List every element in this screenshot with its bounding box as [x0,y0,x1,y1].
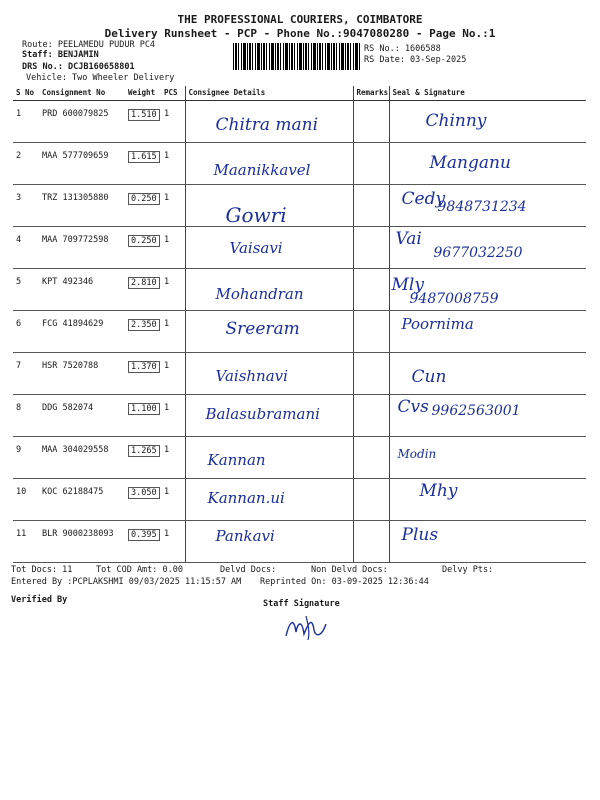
row-consignment: PRD 600079825 [39,101,125,143]
row-sno: 11 [13,521,39,563]
col-seal: Seal & Signature [389,86,586,101]
seal-signature: Chinny [425,111,487,131]
seal-signature: Plus [401,525,439,545]
row-sno: 4 [13,227,39,269]
row-sno: 8 [13,395,39,437]
row-consignment: DDG 582074 [39,395,125,437]
table-header-row [13,86,586,101]
consignee-signature: Vaishnavi [215,367,288,385]
row-sno: 10 [13,479,39,521]
consignee-phone: 9677032250 [433,245,523,261]
consignee-signature: Kannan.ui [207,489,285,507]
barcode [233,43,360,70]
delivery-points: Delvy Pts: [442,565,494,575]
row-consignment: MAA 709772598 [39,227,125,269]
row-pcs: 1 [161,353,185,395]
row-sno: 9 [13,437,39,479]
row-pcs: 1 [161,227,185,269]
row-sno: 6 [13,311,39,353]
row-sno: 5 [13,269,39,311]
row-pcs: 1 [161,269,185,311]
row-pcs: 1 [161,143,185,185]
seal-signature: Cedy [401,189,446,209]
consignee-signature: Maanikkavel [213,161,311,179]
col-weight: Weight [125,86,161,101]
table-row [13,269,586,311]
table-row [13,227,586,269]
col-pcs: PCS [161,86,185,101]
row-consignment: KOC 62188475 [39,479,125,521]
row-weight: 0.250 [128,235,160,247]
row-sno: 2 [13,143,39,185]
reprinted-on: Reprinted On: 03-09-2025 12:36:44 [260,577,429,587]
row-weight: 0.250 [128,193,160,205]
table-row [13,101,586,143]
non-delivered-docs: Non Delvd Docs: [311,565,388,575]
row-weight: 1.615 [128,151,160,163]
table-row [13,311,586,353]
row-pcs: 1 [161,437,185,479]
seal-signature: Cvs [397,397,429,417]
verified-by: Verified By [11,595,68,605]
table-row [13,521,586,563]
row-consignment: FCG 41894629 [39,311,125,353]
table-row [13,437,586,479]
route-text: Route: PEELAMEDU PUDUR PC4 [22,40,156,50]
row-consignment: HSR 7520788 [39,353,125,395]
row-weight: 3.050 [128,487,160,499]
row-pcs: 1 [161,185,185,227]
seal-signature: Poornima [401,315,474,333]
row-pcs: 1 [161,479,185,521]
row-weight: 2.350 [128,319,160,331]
table-row [13,185,586,227]
row-weight: 1.510 [128,109,160,121]
consignee-signature: Gowri [225,203,287,227]
company-title: THE PROFESSIONAL COURIERS, COIMBATORE [177,13,423,26]
row-sno: 7 [13,353,39,395]
row-consignment: BLR 9000238093 [39,521,125,563]
delivered-docs: Delvd Docs: [220,565,277,575]
runsheet-table [13,86,586,563]
row-pcs: 1 [161,521,185,563]
row-pcs: 1 [161,311,185,353]
row-weight: 1.265 [128,445,160,457]
row-sno: 1 [13,101,39,143]
row-consignment: KPT 492346 [39,269,125,311]
drs-number: DRS No.: DCJB160658801 [22,62,135,72]
consignee-signature: Vaisavi [229,239,283,257]
seal-signature: Cun [411,367,447,387]
row-pcs: 1 [161,101,185,143]
rs-date: RS Date: 03-Sep-2025 [364,55,467,65]
table-row [13,395,586,437]
seal-signature: Manganu [429,153,511,173]
runsheet-subtitle: Delivery Runsheet - PCP - Phone No.:9047080280 - Page No.:1 [104,27,496,40]
row-consignment: MAA 304029558 [39,437,125,479]
row-weight: 1.100 [128,403,160,415]
staff-signature-label: Staff Signature [263,599,340,609]
col-sno: S No [13,86,39,101]
total-cod: Tot COD Amt: 0.00 [96,565,183,575]
row-pcs: 1 [161,395,185,437]
row-weight: 1.370 [128,361,160,373]
seal-signature: Modin [397,447,437,461]
consignee-signature: Sreeram [225,319,300,339]
consignee-signature: Kannan [207,451,266,469]
consignee-phone: 9962563001 [431,403,521,419]
consignee-phone: 9848731234 [437,199,527,215]
row-weight: 0.395 [128,529,160,541]
row-consignment: MAA 577709659 [39,143,125,185]
row-sno: 3 [13,185,39,227]
col-consignee: Consignee Details [185,86,353,101]
staff-text: Staff: BENJAMIN [22,50,99,60]
table-row [13,143,586,185]
col-remarks: Remarks [353,86,389,101]
consignee-signature: Chitra mani [215,115,319,135]
vehicle-text: Vehicle: Two Wheeler Delivery [26,73,175,83]
seal-signature: Mly [391,275,424,295]
table-row [13,479,586,521]
seal-signature: Vai [395,229,422,249]
total-docs: Tot Docs: 11 [11,565,73,575]
consignee-phone: 9487008759 [409,291,499,307]
rs-number: RS No.: 1606588 [364,44,441,54]
col-consignment: Consignment No [39,86,125,101]
consignee-signature: Balasubramani [205,405,320,423]
row-weight: 2.810 [128,277,160,289]
table-row [13,353,586,395]
entered-by: Entered By :PCPLAKSHMI 09/03/2025 11:15:57 AM [11,577,242,587]
consignee-signature: Pankavi [215,527,275,545]
staff-signature-mark [282,610,332,642]
seal-signature: Mhy [419,481,458,501]
row-consignment: TRZ 131305880 [39,185,125,227]
consignee-signature: Mohandran [215,285,304,303]
